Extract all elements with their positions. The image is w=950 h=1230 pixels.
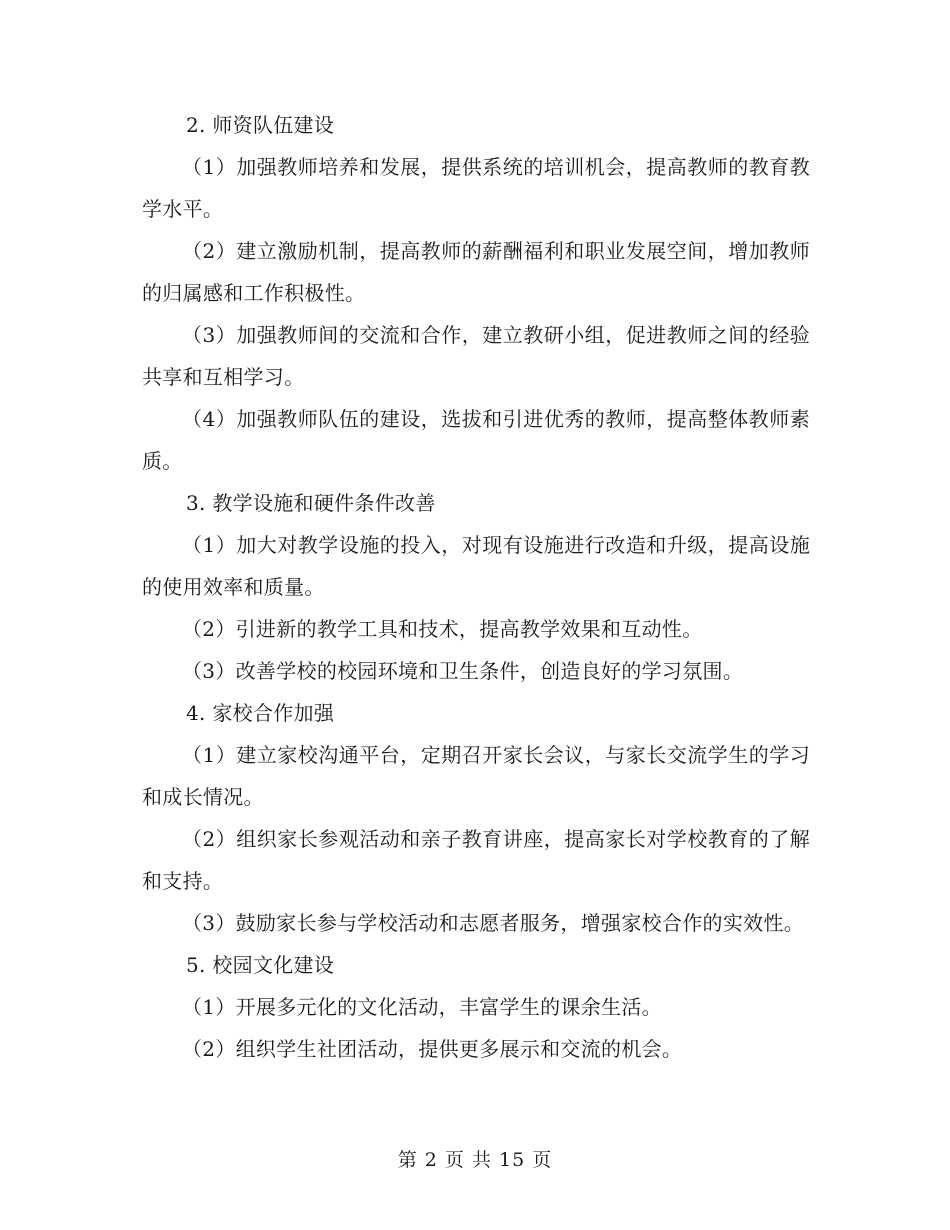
- section-home-school: [142, 692, 810, 944]
- paragraph: （4）加强教师队伍的建设，选拔和引进优秀的教师，提高整体教师素质。: [142, 407, 810, 473]
- section-heading: 5. 校园文化建设: [186, 953, 335, 977]
- paragraph: （2）建立激励机制，提高教师的薪酬福利和职业发展空间，增加教师的归属感和工作积极性。: [142, 239, 810, 305]
- paragraph: （1）加大对教学设施的投入，对现有设施进行改造和升级，提高设施的使用效率和质量。: [142, 533, 810, 599]
- section-teachers: [142, 104, 810, 482]
- section-campus-culture: [142, 944, 810, 1070]
- page-number-footer: 第 2 页 共 15 页: [397, 1149, 553, 1171]
- paragraph: （3）改善学校的校园环境和卫生条件，创造良好的学习氛围。: [182, 659, 744, 683]
- paragraph: （3）加强教师间的交流和合作，建立教研小组，促进教师之间的经验共享和互相学习。: [142, 323, 810, 389]
- section-heading: 4. 家校合作加强: [186, 701, 335, 725]
- paragraph: （2）引进新的教学工具和技术，提高教学效果和互动性。: [182, 617, 703, 641]
- section-facilities: [142, 482, 810, 692]
- paragraph: （1）建立家校沟通平台，定期召开家长会议，与家长交流学生的学习和成长情况。: [142, 743, 810, 809]
- paragraph: （2）组织家长参观活动和亲子教育讲座，提高家长对学校教育的了解和支持。: [142, 827, 810, 893]
- section-heading: 2. 师资队伍建设: [186, 113, 335, 137]
- paragraph: （1）加强教师培养和发展，提供系统的培训机会，提高教师的教育教学水平。: [142, 155, 810, 221]
- paragraph: （3）鼓励家长参与学校活动和志愿者服务，增强家校合作的实效性。: [182, 911, 805, 935]
- paragraph: （1）开展多元化的文化活动，丰富学生的课余生活。: [182, 995, 662, 1019]
- paragraph: （2）组织学生社团活动，提供更多展示和交流的机会。: [182, 1037, 683, 1061]
- section-heading: 3. 教学设施和硬件条件改善: [186, 491, 436, 515]
- document-body: [142, 104, 810, 1070]
